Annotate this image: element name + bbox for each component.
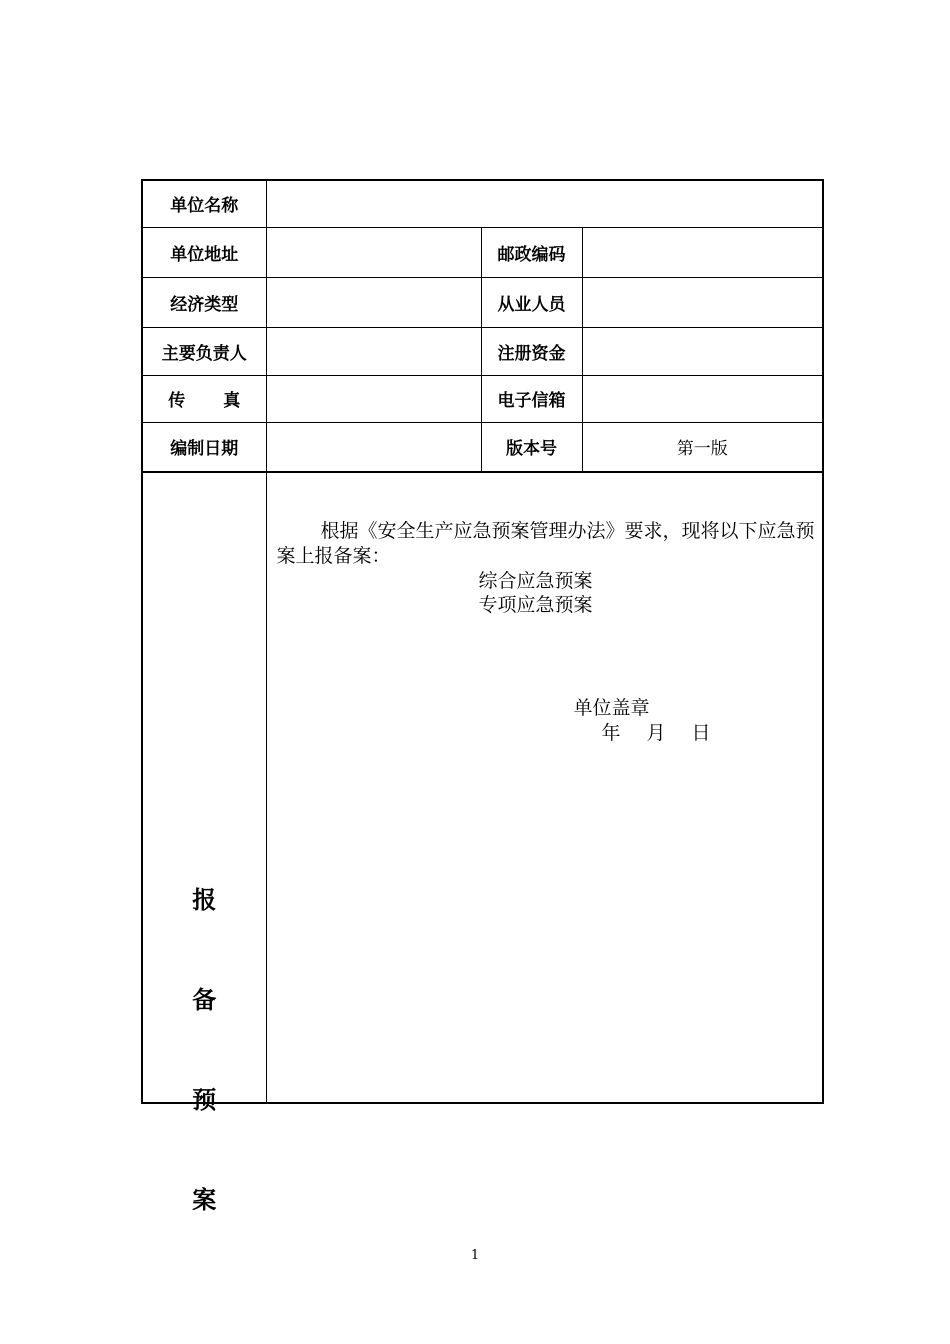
economic-type-value[interactable] bbox=[266, 277, 481, 327]
section-char-2: 备 bbox=[192, 985, 217, 1014]
unit-name-label: 单位名称 bbox=[142, 180, 266, 227]
section-char-3: 预 bbox=[192, 1085, 217, 1114]
row-unit-name bbox=[142, 180, 823, 227]
filing-section-label bbox=[142, 472, 266, 1214]
unit-stamp-label: 单位盖章 bbox=[573, 697, 650, 719]
fax-label-char-2: 真 bbox=[223, 391, 241, 411]
date-year: 年 bbox=[601, 722, 621, 744]
row-unit-address bbox=[142, 227, 823, 277]
principal-value[interactable] bbox=[266, 327, 481, 375]
row-filing-section bbox=[142, 472, 823, 1103]
page-number: 1 bbox=[470, 1248, 480, 1263]
unit-name-value[interactable] bbox=[266, 180, 823, 227]
plan-item-comprehensive: 综合应急预案 bbox=[478, 570, 593, 592]
unit-address-value[interactable] bbox=[266, 227, 481, 277]
economic-type-label: 经济类型 bbox=[142, 277, 266, 327]
email-value[interactable] bbox=[582, 375, 823, 422]
section-char-4: 案 bbox=[192, 1185, 217, 1214]
email-label: 电子信箱 bbox=[481, 375, 582, 422]
postal-code-label: 邮政编码 bbox=[481, 227, 582, 277]
row-principal bbox=[142, 327, 823, 375]
row-economic-type bbox=[142, 277, 823, 327]
fax-label bbox=[142, 375, 266, 422]
filing-section-body bbox=[266, 472, 823, 1103]
compile-date-label: 编制日期 bbox=[142, 422, 266, 472]
version-value: 第一版 bbox=[582, 422, 823, 472]
postal-code-value[interactable] bbox=[582, 227, 823, 277]
section-char-1: 报 bbox=[192, 885, 217, 914]
date-line bbox=[602, 718, 711, 745]
compile-date-value[interactable] bbox=[266, 422, 481, 472]
employees-value[interactable] bbox=[582, 277, 823, 327]
filing-paragraph: 根据《安全生产应急预案管理办法》要求，现将以下应急预案上报备案： bbox=[276, 520, 815, 567]
registered-capital-label: 注册资金 bbox=[481, 327, 582, 375]
row-fax bbox=[142, 375, 823, 422]
date-day: 日 bbox=[691, 722, 711, 744]
unit-address-label: 单位地址 bbox=[142, 227, 266, 277]
filing-form-table bbox=[141, 179, 824, 1214]
employees-label: 从业人员 bbox=[481, 277, 582, 327]
principal-label: 主要负责人 bbox=[142, 327, 266, 375]
fax-label-char-1: 传 bbox=[168, 391, 186, 411]
fax-value[interactable] bbox=[266, 375, 481, 422]
plan-item-special: 专项应急预案 bbox=[478, 594, 593, 616]
registered-capital-value[interactable] bbox=[582, 327, 823, 375]
version-label: 版本号 bbox=[481, 422, 582, 472]
date-month: 月 bbox=[646, 722, 666, 744]
row-compile-date bbox=[142, 422, 823, 472]
